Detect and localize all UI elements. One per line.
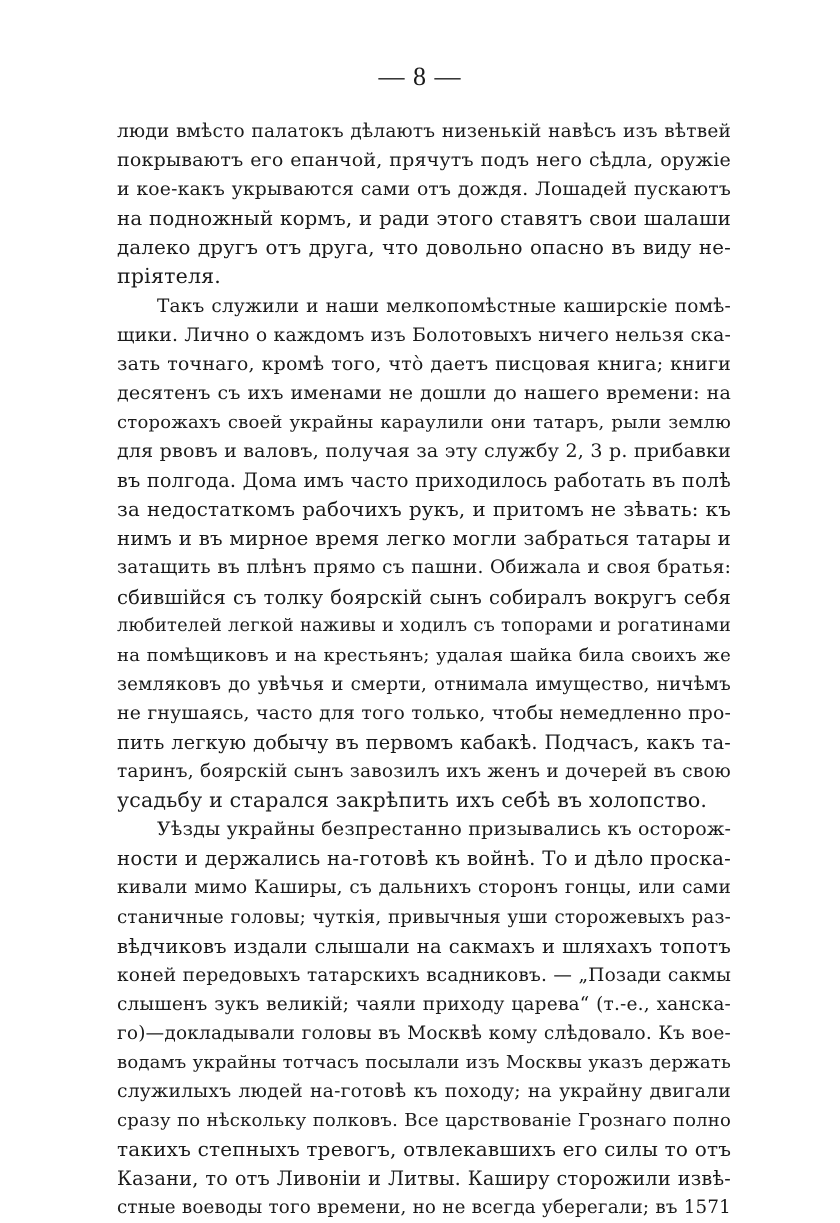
text-line: щики. Лично о каждомъ изъ Болотовыхъ ничего нельзя ска- bbox=[117, 324, 731, 346]
text-line: усадьбу и старался закрѣпить ихъ себѣ въ холопство. bbox=[117, 788, 708, 813]
text-line: пить легкую добычу въ первомъ кабакѣ. Подчасъ, какъ та- bbox=[117, 730, 731, 754]
text-line: слышенъ зукъ великій; чаяли приходу царева“ (т.-е., ханска- bbox=[117, 993, 731, 1015]
text-line: зать точнаго, кромѣ того, что̀ даетъ писцовая книга; книги bbox=[117, 352, 731, 375]
text-line: затащить въ плѣнъ прямо съ пашни. Обижала и своя братья: bbox=[117, 557, 731, 579]
text-line: такихъ степныхъ тревогъ, отвлекавшихъ его силы то отъ bbox=[117, 1137, 732, 1162]
text-line: далеко другъ отъ друга, что довольно опасно въ виду не- bbox=[117, 236, 731, 260]
text-line: вѣдчиковъ издали слышали на сакмахъ и шляхахъ топотъ bbox=[117, 934, 731, 958]
text-line: земляковъ до увѣчья и смерти, отнимала имущество, ничѣмъ bbox=[117, 673, 731, 695]
text-line: го)—докладывали головы въ Москвѣ кому слѣдовало. Къ вое- bbox=[117, 1022, 731, 1044]
text-line: коней передовыхъ татарскихъ всадниковъ. — „Позади сакмы bbox=[117, 964, 731, 986]
text-line: водамъ украйны тотчасъ посылали изъ Москвы указъ держать bbox=[117, 1052, 731, 1073]
page-number: — 8 — bbox=[378, 62, 462, 91]
text-line: стные воеводы того времени, но не всегда уберегали; въ 1571 bbox=[117, 1197, 731, 1219]
text-line: на подножный кормъ, и ради этого ставятъ свои шалаши bbox=[117, 207, 731, 231]
text-line: десятенъ съ ихъ именами не дошли до нашего времени: на bbox=[117, 381, 731, 404]
text-line: для рвовъ и валовъ, получая за эту службу 2, 3 р. прибавки bbox=[117, 440, 731, 463]
text-line: сразу по нѣскольку полковъ. Все царствованіе Грознаго полно bbox=[117, 1110, 731, 1132]
paragraph-start-line: Такъ служили и наши мелкопомѣстные каширскіе помѣ- bbox=[157, 295, 731, 317]
text-line: любителей легкой наживы и ходилъ съ топорами и рогатинами bbox=[117, 615, 731, 636]
text-line: покрываютъ его епанчой, прячутъ подъ него сѣдла, оружіе bbox=[117, 149, 731, 172]
paragraph-start-line: Уѣзды украйны безпрестанно призывались къ осторож- bbox=[157, 818, 732, 841]
text-line: на помѣщиковъ и на крестьянъ; удалая шайка била своихъ же bbox=[117, 644, 731, 666]
text-line: пріятеля. bbox=[117, 264, 222, 289]
text-line: сбившійся съ толку боярскій сынъ собиралъ вокругъ себя bbox=[117, 585, 731, 609]
text-line: таринъ, боярскій сынъ завозилъ ихъ женъ и дочерей въ свою bbox=[117, 761, 731, 783]
text-line: служилыхъ людей на-готовѣ къ походу; на украйну двигали bbox=[117, 1081, 731, 1103]
text-line: люди вмѣсто палатокъ дѣлаютъ низенькій навѣсъ изъ вѣтвей bbox=[117, 121, 731, 142]
text-line: кивали мимо Каширы, съ дальнихъ сторонъ гонцы, или сами bbox=[117, 877, 731, 899]
text-line: нимъ и въ мирное время легко могли забраться татары и bbox=[117, 527, 731, 551]
text-line: въ полгода. Дома имъ часто приходилось работать въ полѣ bbox=[117, 469, 731, 493]
text-line: за недостаткомъ рабочихъ рукъ, и притомъ не зѣвать: къ bbox=[117, 498, 731, 522]
text-line: Казани, то отъ Ливоніи и Литвы. Каширу сторожили извѣ- bbox=[117, 1167, 731, 1191]
text-line: и кое-какъ укрываются сами отъ дождя. Лошадей пускаютъ bbox=[117, 179, 731, 201]
text-line: не гнушаясь, часто для того только, чтобы немедленно про- bbox=[117, 702, 731, 724]
text-line: станичные головы; чуткія, привычныя уши сторожевыхъ раз- bbox=[117, 906, 731, 928]
body-text bbox=[117, 117, 731, 1223]
text-line: ности и держались на-готовѣ къ войнѣ. То и дѣло проска- bbox=[117, 847, 731, 871]
text-line: сторожахъ своей украйны караулили они татаръ, рыли землю bbox=[117, 411, 731, 433]
